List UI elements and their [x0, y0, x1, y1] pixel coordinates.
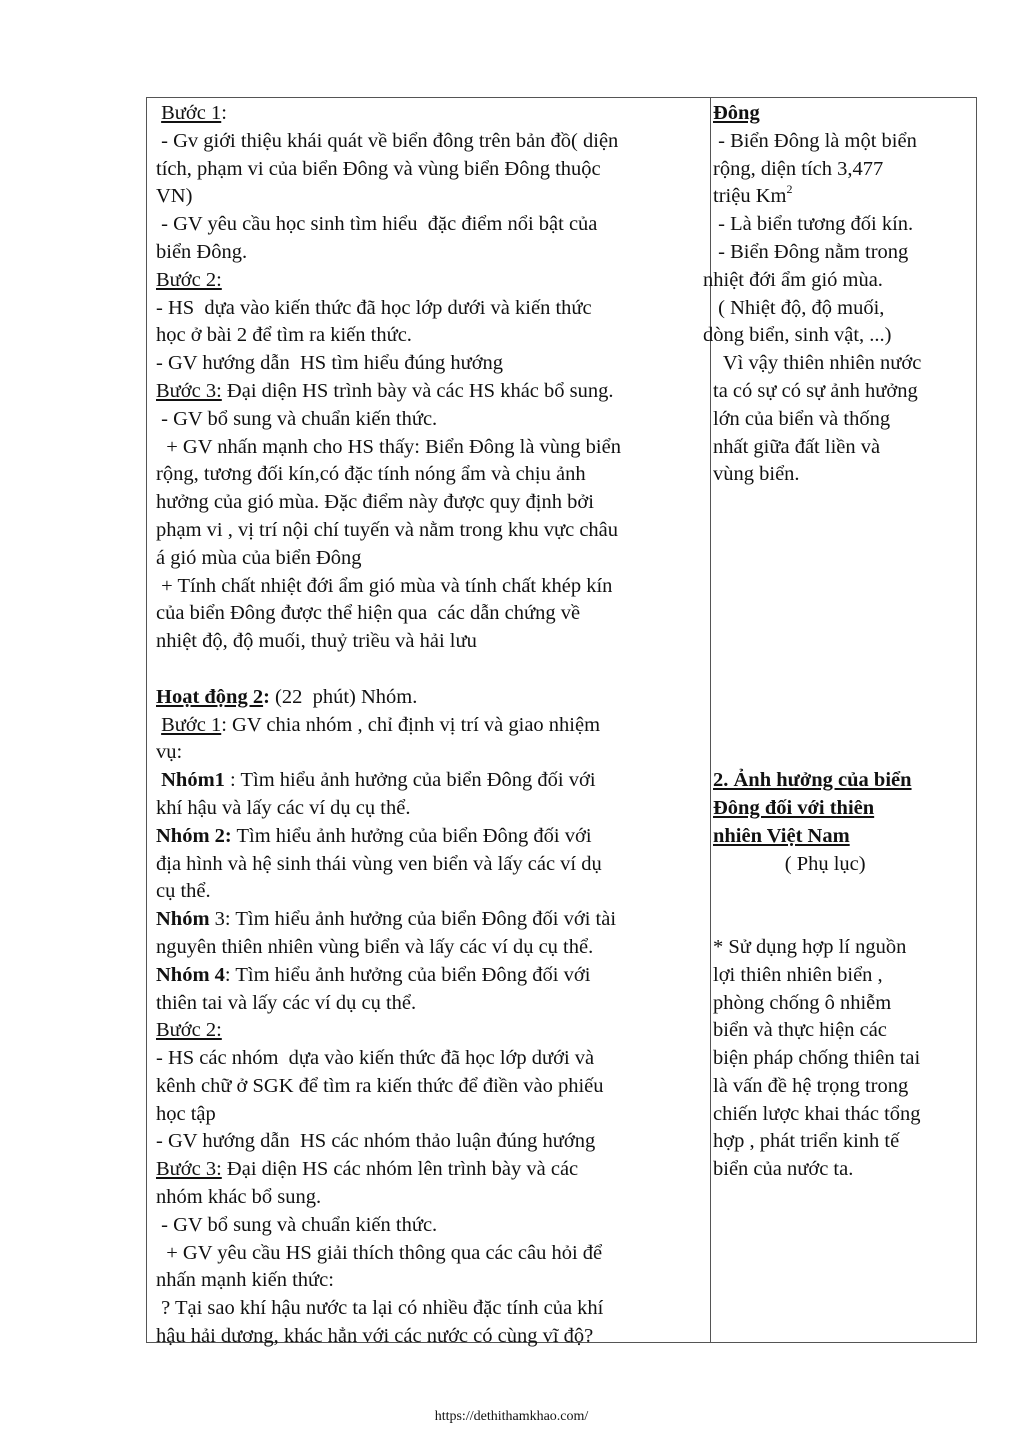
spacer	[713, 628, 975, 656]
spacer	[713, 517, 975, 545]
spacer	[713, 545, 975, 573]
text-line: - GV yêu cầu học sinh tìm hiểu đặc điểm nổi bật của	[156, 213, 598, 236]
text-line: - GV bổ sung và chuẩn kiến thức.	[156, 1213, 438, 1236]
text-line: nhấn mạnh kiến thức:	[156, 1269, 334, 1292]
content-column	[703, 100, 975, 1184]
text-line: ta có sự có sự ảnh hưởng	[713, 379, 918, 402]
group2-line: Nhóm 2: Tìm hiểu ảnh hưởng của biển Đông đối với	[156, 824, 592, 847]
spacer	[713, 878, 975, 906]
text-line: - GV hướng dẫn HS tìm hiểu đúng hướng	[156, 352, 504, 375]
text-line: vùng biển.	[713, 463, 800, 486]
text-line: - Là biển tương đối kín.	[713, 213, 914, 236]
text-line: - GV bổ sung và chuẩn kiến thức.	[156, 407, 438, 430]
text-line: - Gv giới thiệu khái quát về biển đông trên bản đồ( diện	[156, 129, 619, 152]
activities-column	[156, 100, 708, 1351]
activity2-step3: Bước 3: Đại diện HS các nhóm lên trình bày và các	[156, 1158, 579, 1181]
step3-line: Bước 3: Đại diện HS trình bày và các HS khác bổ sung.	[156, 379, 614, 402]
text-line: học ở bài 2 để tìm ra kiến thức.	[156, 324, 412, 347]
section2-heading: Đông đối với thiên	[713, 796, 875, 819]
text-line: thiên tai và lấy các ví dụ cụ thể.	[156, 991, 417, 1014]
text-line: rộng, diện tích 3,477	[713, 157, 884, 180]
text-line: khí hậu và lấy các ví dụ cụ thể.	[156, 796, 411, 819]
text-line: nguyên thiên nhiên vùng biển và lấy các ví dụ cụ thể.	[156, 935, 594, 958]
text-line: biển Đông.	[156, 240, 248, 263]
text-line: dòng biển, sinh vật, ...)	[703, 324, 892, 347]
spacer	[156, 656, 708, 684]
text-line: * Sử dụng hợp lí nguồn	[713, 935, 907, 958]
text-line: của biển Đông được thể hiện qua các dẫn chứng về	[156, 602, 581, 625]
spacer	[713, 573, 975, 601]
footer-url[interactable]: https://dethithamkhao.com/	[434, 1409, 589, 1424]
text-line: kênh chữ ở SGK để tìm ra kiến thức để điền vào phiếu	[156, 1074, 604, 1097]
text-line: + GV yêu cầu HS giải thích thông qua các câu hỏi để	[156, 1241, 603, 1264]
text-line: - Biển Đông là một biển	[713, 129, 917, 152]
spacer	[713, 712, 975, 740]
spacer	[713, 600, 975, 628]
appendix-note: ( Phụ lục)	[713, 852, 866, 875]
text-line: ? Tại sao khí hậu nước ta lại có nhiều đặc tính của khí	[156, 1297, 604, 1320]
spacer	[713, 489, 975, 517]
text-line: nhiệt đới ẩm gió mùa.	[703, 268, 883, 291]
text-line: - GV hướng dẫn HS các nhóm thảo luận đúng hướng	[156, 1130, 596, 1153]
text-line: rộng, tương đối kín,có đặc tính nóng ẩm và chịu ảnh	[156, 463, 586, 486]
text-line: Vì vậy thiên nhiên nước	[713, 352, 922, 375]
group4-line: Nhóm 4: Tìm hiểu ảnh hưởng của biển Đông đối với	[156, 963, 591, 986]
text-line: + GV nhấn mạnh cho HS thấy: Biển Đông là vùng biển	[156, 435, 621, 458]
group3-line: Nhóm 3: Tìm hiểu ảnh hưởng của biển Đông đối với tài	[156, 908, 617, 931]
text-line: hậu hải dương, khác hẳn với các nước có cùng vĩ độ?	[156, 1325, 594, 1348]
activity2-step1: Bước 1: GV chia nhóm , chỉ định vị trí và giao nhiệm	[161, 713, 601, 736]
group1-line: Nhóm1 : Tìm hiểu ảnh hưởng của biển Đông đối với	[161, 769, 596, 792]
text-line: hợp , phát triển kinh tế	[713, 1130, 900, 1153]
text-line: nhiệt độ, độ muối, thuỷ triều và hải lưu	[156, 630, 477, 653]
area-line: triệu Km$^2$	[713, 181, 793, 208]
text-line: chiến lược khai thác tổng	[713, 1102, 921, 1125]
section2-heading: 2. Ảnh hưởng của biển	[713, 769, 912, 792]
text-line: - HS dựa vào kiến thức đã học lớp dưới và kiến thức	[156, 296, 592, 319]
activity2-heading: Hoạt động 2: (22 phút) Nhóm.	[156, 685, 418, 708]
text-line: lớn của biển và thống	[713, 407, 891, 430]
text-line: cụ thể.	[156, 880, 211, 903]
text-line: nhất giữa đất liền và	[713, 435, 881, 458]
text-line: - Biển Đông nằm trong	[713, 240, 909, 263]
lesson-table	[146, 97, 977, 1348]
activity2-step2-heading: Bước 2:	[156, 1019, 222, 1042]
spacer	[713, 739, 975, 767]
step2-heading: Bước 2:	[156, 268, 222, 291]
spacer	[713, 906, 975, 934]
section-heading: Đông	[713, 102, 760, 124]
text-line: phòng chống ô nhiễm	[713, 991, 892, 1014]
section2-heading: nhiên Việt Nam	[713, 824, 850, 847]
text-line: tích, phạm vi của biển Đông và vùng biển Đông thuộc	[156, 157, 601, 180]
text-line: là vấn đề hệ trọng trong	[713, 1074, 909, 1097]
text-line: VN)	[156, 185, 193, 208]
text-line: nhóm khác bổ sung.	[156, 1186, 322, 1209]
text-line: hưởng của gió mùa. Đặc điểm này được quy định bởi	[156, 491, 594, 514]
text-line: biển và thực hiện các	[713, 1019, 887, 1042]
text-line: - HS các nhóm dựa vào kiến thức đã học lớp dưới và	[156, 1047, 595, 1070]
text-line: + Tính chất nhiệt đới ẩm gió mùa và tính chất khép kín	[156, 574, 613, 597]
text-line: biển của nước ta.	[713, 1158, 854, 1181]
text-line: á gió mùa của biển Đông	[156, 546, 362, 569]
spacer	[713, 684, 975, 712]
text-line: biện pháp chống thiên tai	[713, 1047, 921, 1070]
step1-heading: Bước 1:	[161, 102, 227, 124]
text-line: lợi thiên nhiên biển ,	[713, 963, 883, 986]
spacer	[713, 656, 975, 684]
text-line: học tập	[156, 1102, 216, 1125]
text-line: địa hình và hệ sinh thái vùng ven biển và lấy các ví dụ	[156, 852, 602, 875]
text-line: phạm vi , vị trí nội chí tuyến và nằm trong khu vực châu	[156, 518, 619, 541]
text-line: ( Nhiệt độ, độ muối,	[713, 296, 885, 319]
text-line: vụ:	[156, 741, 183, 764]
